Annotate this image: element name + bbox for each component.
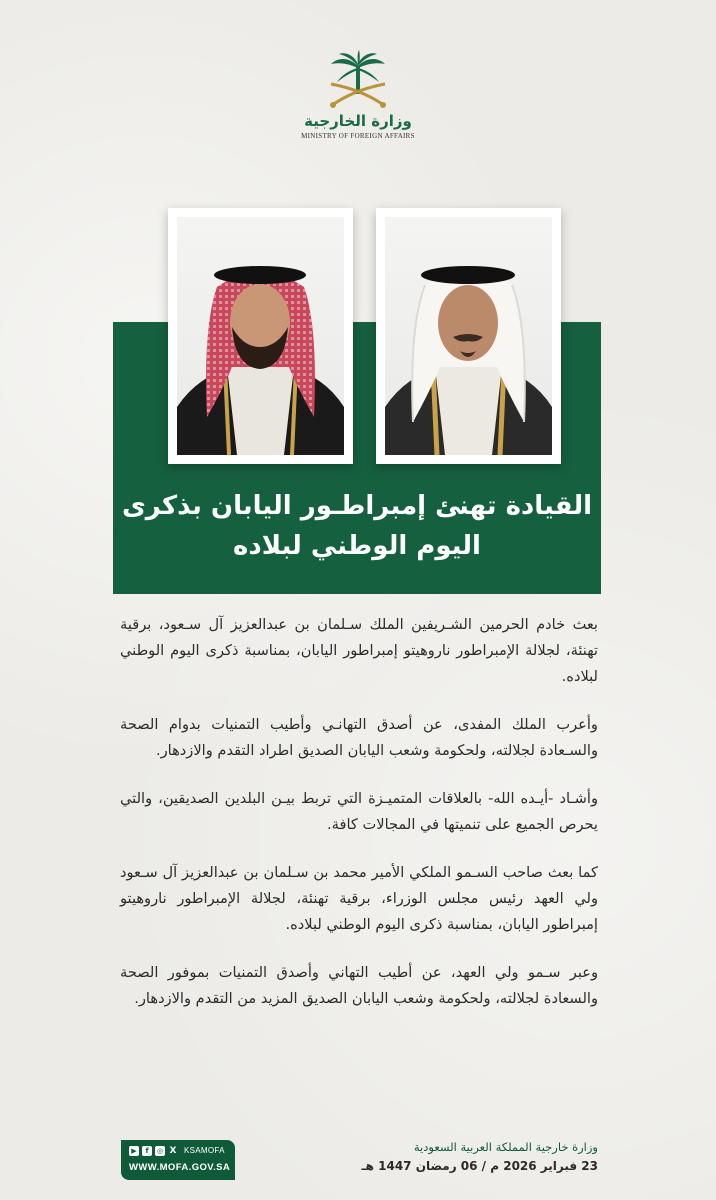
facebook-icon[interactable]: f (142, 1146, 152, 1156)
article-body (120, 612, 598, 1034)
paragraph: كما بعث صاحب السـمو الملكي الأمير محمد بن سـلمان بن عبدالعزيز آل سـعود ولي العهد رئيس مجلس الوزراء، برقية تهنئة، لجلالة الإمبراطور ناروهيتو إمبراطور اليابان، بمناسبة ذكرى اليوم الوطني لبلاده. (120, 864, 598, 933)
website-link[interactable]: WWW.MOFA.GOV.SA (129, 1162, 231, 1173)
portrait-image (385, 217, 552, 455)
paragraph: بعث خادم الحرمين الشـريفين الملك سـلمان بن عبدالعزيز آل سـعود، برقية تهنئة، لجلالة الإمبراطور ناروهيتو إمبراطور اليابان، بمناسبة ذكرى اليوم الوطني لبلاده. (120, 616, 598, 685)
paragraph: وعبر سـمو ولي العهد، عن أطيب التهاني وأصدق التمنيات بموفور الصحة والسعادة لجلالته، ولحكومة وشعب اليابان الصديق المزيد من التقدم والازدهار. (120, 964, 598, 1007)
portrait-crown-prince (168, 208, 353, 464)
paragraph: وأعرب الملك المفدى، عن أصدق التهانـي وأطيب التمنيات بدوام الصحة والسـعادة لجلالته، ولحكومة وشعب اليابان الصديق اطراد التقدم والازدهار. (120, 716, 598, 759)
instagram-icon[interactable]: ◎ (156, 1147, 164, 1155)
ministry-name-arabic: وزارة الخارجية (304, 112, 412, 130)
headline-line-1: القيادة تهنئ إمبراطـور اليابان بذكرى (121, 491, 593, 521)
youtube-icon[interactable]: ▶ (129, 1146, 139, 1156)
social-links-box (121, 1140, 235, 1180)
ministry-logo (300, 50, 416, 160)
palm-and-swords-emblem (323, 50, 393, 112)
paragraph: وأشـاد -أيـده الله- بالعلاقات المتميـزة التي تربط بيـن البلدين الصديقين، والتي يحرص الجميع على تنميتها في المجالات كافة. (120, 790, 598, 833)
social-row (129, 1144, 227, 1158)
ministry-name-english: MINISTRY OF FOREIGN AFFAIRS (301, 132, 415, 140)
x-icon[interactable]: X (169, 1146, 177, 1156)
portrait-king (376, 208, 561, 464)
social-handle[interactable]: KSAMOFA (184, 1146, 225, 1155)
headline-title (113, 486, 601, 566)
portrait-image (177, 217, 344, 455)
footer-ministry-name: وزارة خارجية المملكة العربية السعودية (413, 1140, 598, 1154)
footer-date: 23 فبراير 2026 م / 06 رمضان 1447 هـ (361, 1159, 598, 1173)
footer-info (298, 1138, 598, 1176)
headline-line-2: اليوم الوطني لبلاده (233, 531, 481, 561)
